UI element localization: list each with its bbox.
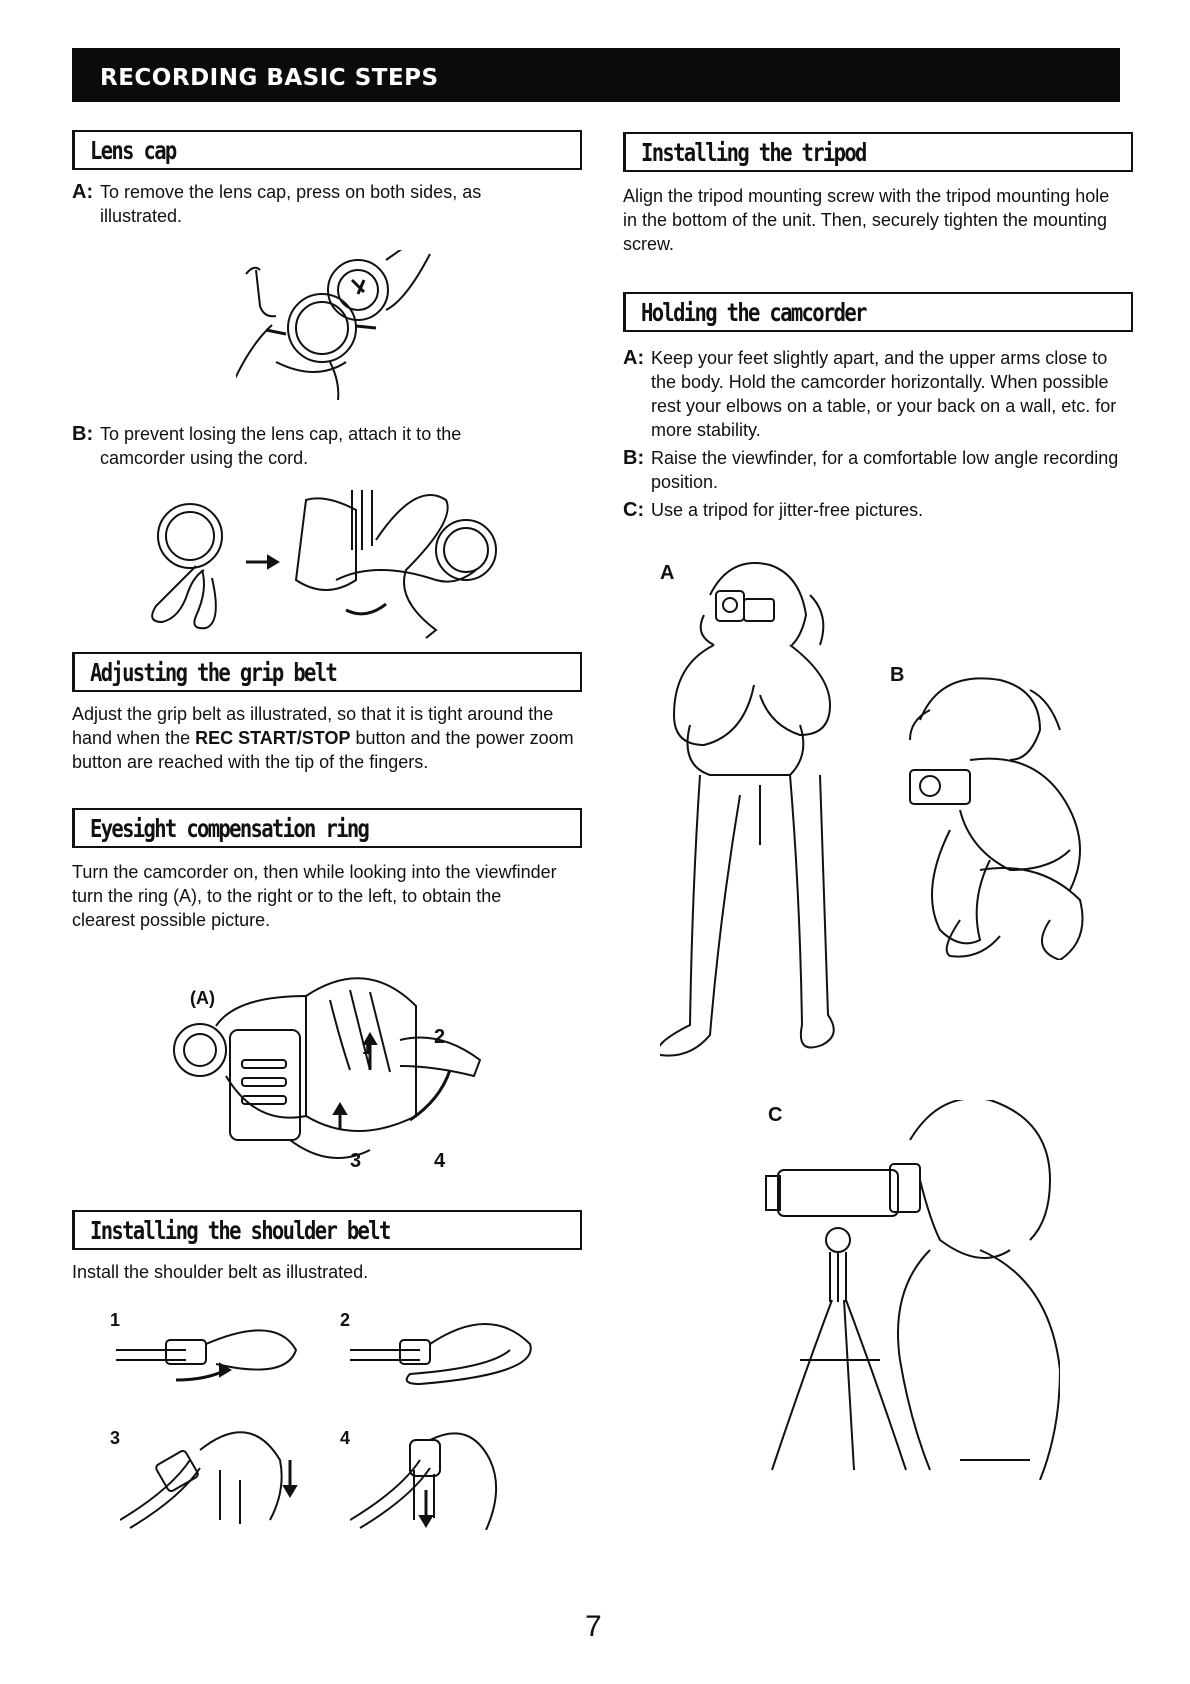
shoulder-belt-illustration-4 [350,1420,540,1530]
shoulder-belt-illustration-3 [120,1420,310,1530]
step-label: A: [623,347,645,369]
lens-cap-removal-illustration [236,250,446,400]
shoulder-belt-heading: Installing the shoulder belt [90,1216,390,1245]
step-label: B: [623,447,645,469]
rec-start-stop-label: REC START/STOP [195,728,351,748]
eyesight-heading-box [72,808,582,848]
holding-heading-box [623,292,1133,332]
shoulder-step-1: 1 [110,1310,121,1330]
holding-heading: Holding the camcorder [641,298,866,327]
grip-belt-text-part: button and the power zoom button are reached with the tip of the fingers. [72,728,574,772]
shoulder-step-4: 4 [340,1428,351,1448]
step-text: Use a tripod for jitter-free pictures. [651,500,924,520]
step-text: Keep your feet slightly apart, and the upper arms close to the body. Hold the camcorder horizontally. When possible rest your elbows on a table, or your back on a wall, etc. for more stability. [651,348,1117,440]
tripod-text: Align the tripod mounting screw with the tripod mounting hole in the bottom of the unit. Then, securely tighten the mounting screw. [623,186,1110,254]
eyesight-step-4: 4 [434,1150,446,1172]
step-text: To prevent losing the lens cap, attach it to the camcorder using the cord. [100,424,462,468]
lens-cap-step-a [72,180,542,228]
step-text: To remove the lens cap, press on both sides, as illustrated. [100,182,482,226]
shoulder-belt-heading-box [72,1210,582,1250]
holding-step-c [623,498,1123,522]
grip-belt-heading: Adjusting the grip belt [90,658,337,687]
kneeling-recording-illustration [900,670,1100,960]
step-label: B: [72,423,94,445]
section-title: RECORDING BASIC STEPS [100,65,439,91]
grip-belt-heading-box [72,652,582,692]
lens-cap-step-b [72,422,542,470]
figure-label-a: A [660,562,675,584]
lens-cap-heading: Lens cap [90,136,176,165]
standing-recording-illustration [660,555,860,1065]
page-number: 7 [585,1610,602,1643]
ring-label-a: (A) [190,988,215,1008]
tripod-heading: Installing the tripod [641,138,866,167]
eyesight-text: Turn the camcorder on, then while looking into the viewfinder turn the ring (A), to the right or to the left, to obtain the clearest possible picture. [72,862,557,930]
shoulder-belt-text: Install the shoulder belt as illustrated. [72,1262,369,1282]
grip-belt-text-part: Adjust the grip belt as illustrated, so that it is tight around the hand when the [72,704,554,748]
figure-label-b: B [890,664,905,686]
holding-step-b [623,446,1123,494]
shoulder-step-3: 3 [110,1428,121,1448]
figure-label-c: C [768,1104,783,1126]
tripod-recording-illustration [760,1100,1060,1480]
step-label: C: [623,499,645,521]
shoulder-belt-illustration-2 [350,1310,540,1390]
step-label: A: [72,181,94,203]
shoulder-belt-illustration-1 [116,1310,306,1390]
eyesight-heading: Eyesight compensation ring [90,814,369,843]
grip-belt-text [72,702,592,774]
step-text: Raise the viewfinder, for a comfortable low angle recording position. [651,448,1119,492]
lens-cap-cord-illustration [136,490,526,640]
lens-cap-heading-box [72,130,582,170]
eyesight-step-2: 2 [434,1026,446,1048]
tripod-heading-box [623,132,1133,172]
shoulder-step-2: 2 [340,1310,351,1330]
holding-step-a [623,346,1123,442]
eyesight-step-3: 3 [350,1150,362,1172]
section-header-bar [72,48,1120,102]
eyesight-step-1: 1 [362,1038,373,1058]
